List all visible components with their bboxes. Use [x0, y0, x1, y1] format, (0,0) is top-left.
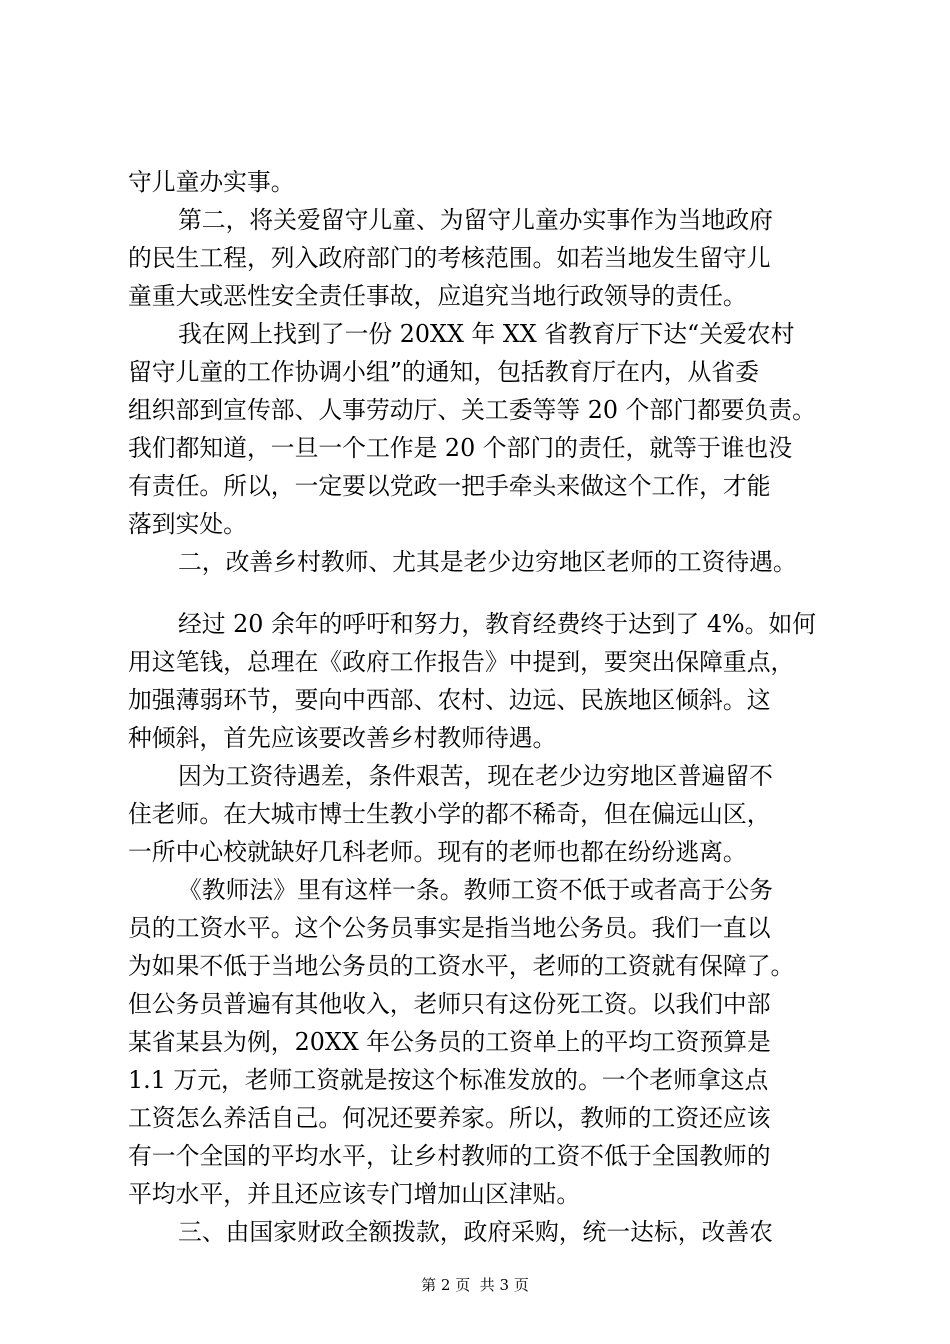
text-line: 用这笔钱，总理在《政府工作报告》中提到，要突出保障重点， — [128, 648, 795, 676]
text-line: 有责任。所以，一定要以党政一把手牵头来做这个工作，才能 — [128, 472, 771, 500]
text-line: 我们都知道，一旦一个工作是 20 个部门的责任，就等于谁也没 — [128, 434, 793, 462]
text-line: 童重大或恶性安全责任事故，应追究当地行政领导的责任。 — [128, 282, 747, 310]
section-heading-line: 二，改善乡村教师、尤其是老少边穷地区老师的工资待遇。 — [178, 548, 797, 576]
text-line: 的民生工程，列入政府部门的考核范围。如若当地发生留守儿 — [128, 244, 771, 272]
page-number-footer: 第 2 页 共 3 页 — [421, 1276, 529, 1294]
text-line: 种倾斜，首先应该要改善乡村教师待遇。 — [128, 724, 557, 752]
text-line: 平均水平，并且还应该专门增加山区津贴。 — [128, 1180, 581, 1208]
text-line: 员的工资水平。这个公务员事实是指当地公务员。我们一直以 — [128, 914, 771, 942]
text-line: 落到实处。 — [128, 510, 247, 538]
paragraph-start-line: 因为工资待遇差，条件艰苦，现在老少边穷地区普遍留不 — [178, 762, 773, 790]
text-line: 有一个全国的平均水平，让乡村教师的工资不低于全国教师的 — [128, 1142, 771, 1170]
paragraph-start-line: 三、由国家财政全额拨款，政府采购，统一达标，改善农 — [178, 1218, 773, 1246]
text-line: 住老师。在大城市博士生教小学的都不稀奇，但在偏远山区， — [128, 800, 771, 828]
text-line: 守儿童办实事。 — [128, 168, 295, 196]
text-line: 工资怎么养活自己。何况还要养家。所以，教师的工资还应该 — [128, 1104, 771, 1132]
text-line: 一所中心校就缺好几科老师。现有的老师也都在纷纷逃离。 — [128, 838, 747, 866]
text-line: 加强薄弱环节，要向中西部、农村、边远、民族地区倾斜。这 — [128, 686, 771, 714]
text-line: 但公务员普遍有其他收入，老师只有这份死工资。以我们中部 — [128, 990, 771, 1018]
paragraph-start-line: 《教师法》里有这样一条。教师工资不低于或者高于公务 — [178, 876, 773, 904]
text-line: 1.1 万元，老师工资就是按这个标准发放的。一个老师拿这点 — [128, 1066, 769, 1094]
paragraph-start-line: 我在网上找到了一份 20XX 年 XX 省教育厅下达“关爱农村 — [178, 320, 795, 348]
text-line: 留守儿童的工作协调小组”的通知，包括教育厅在内，从省委 — [128, 358, 759, 386]
text-line: 组织部到宣传部、人事劳动厅、关工委等等 20 个部门都要负责。 — [128, 396, 816, 424]
paragraph-start-line: 第二，将关爱留守儿童、为留守儿童办实事作为当地政府 — [178, 206, 773, 234]
text-line: 某省某县为例，20XX 年公务员的工资单上的平均工资预算是 — [128, 1028, 771, 1056]
paragraph-start-line: 经过 20 余年的呼吁和努力，教育经费终于达到了 4%。如何 — [178, 610, 817, 638]
text-line: 为如果不低于当地公务员的工资水平，老师的工资就有保障了。 — [128, 952, 795, 980]
